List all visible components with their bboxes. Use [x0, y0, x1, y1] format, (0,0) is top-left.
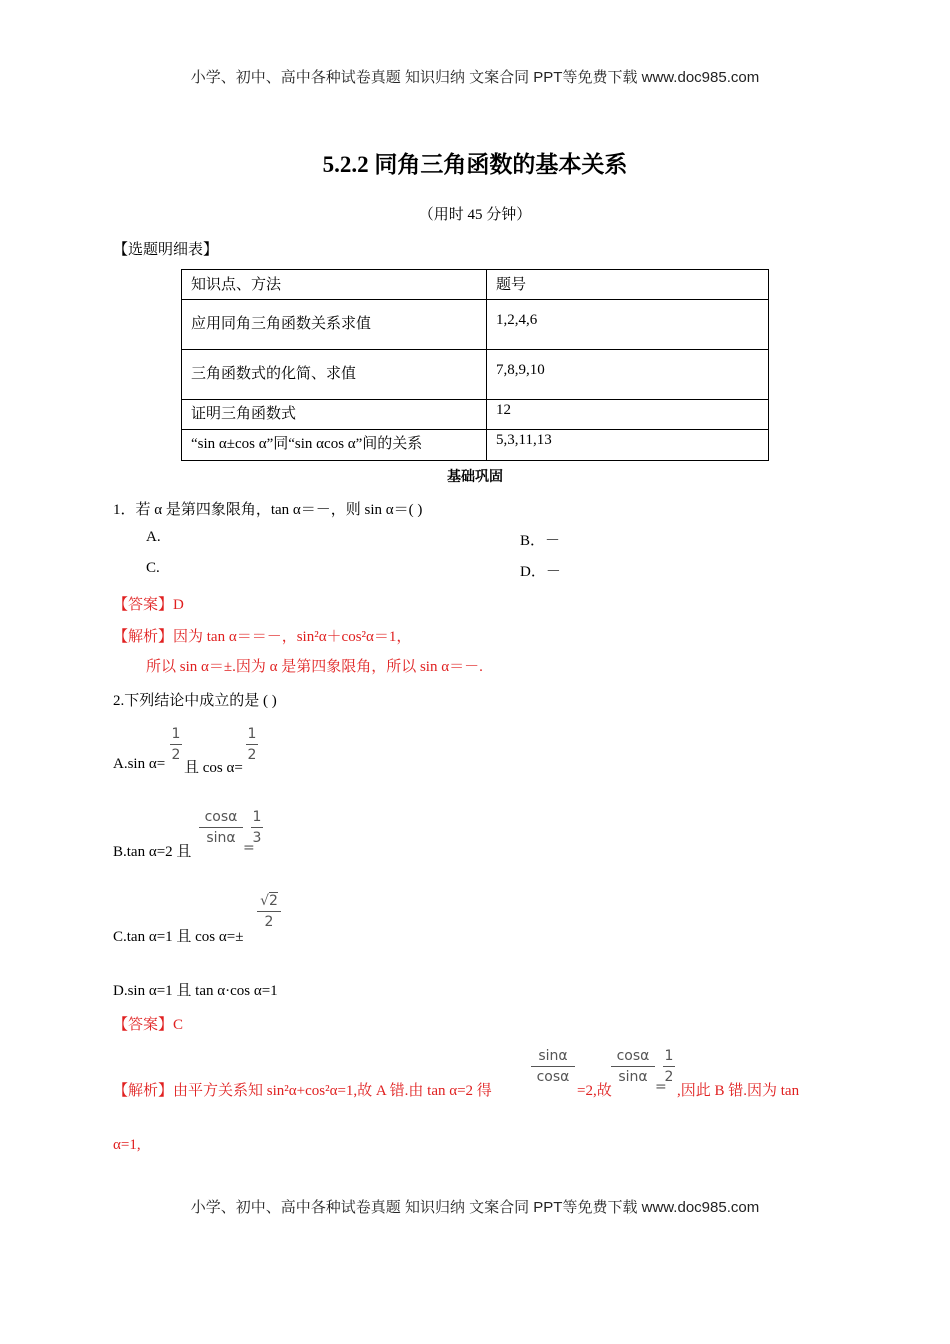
fraction-one-third [251, 810, 263, 845]
q1-stem: 1．若 α 是第四象限角，tan α＝－，则 sin α＝( ) [113, 502, 423, 518]
q2-analysis-label: 【解析】 [113, 1083, 174, 1099]
table-row [182, 350, 769, 400]
fraction-cos-over-sin [611, 1049, 655, 1084]
denominator: sinα [618, 1069, 648, 1085]
q2-analysis-text5: α=1, [113, 1137, 141, 1153]
q1-analysis [113, 625, 411, 646]
q2-option-c-part1: C.tan α=1 且 cos α=± [113, 929, 244, 945]
denominator: cosα [536, 1069, 570, 1085]
q2-option-b-part1: B.tan α=2 且 [113, 844, 192, 860]
header-banner: 小学、初中、高中各种试卷真题 知识归纳 文案合同 PPT等免费下载 www.doc985.com [190, 69, 760, 86]
sqrt-symbol: √ [260, 893, 269, 909]
fraction-sqrt2-over-2 [257, 894, 281, 929]
q1-option-a: A. [146, 529, 161, 545]
q1-analysis-line1: 因为 tan α＝＝－，sin²α＋cos²α＝1， [173, 629, 412, 645]
q2-option-d: D.sin α=1 且 tan α·cos α=1 [113, 983, 278, 999]
equals-sign: = [655, 1079, 667, 1095]
section-heading: 基础巩固 [447, 468, 503, 484]
q1-option-b: B．－ [520, 533, 561, 549]
numerator [257, 894, 281, 912]
fraction-one-half [246, 727, 258, 762]
table-header-row [182, 270, 769, 300]
q1-answer: 【答案】D [113, 597, 184, 613]
q1-analysis-label: 【解析】 [113, 629, 174, 645]
table-cell: “sin α±cos α”同“sin αcos α”间的关系 [182, 430, 487, 461]
numerator: 1 [251, 810, 263, 828]
sqrt-radicand: 2 [269, 893, 278, 909]
footer-banner: 小学、初中、高中各种试卷真题 知识归纳 文案合同 PPT等免费下载 www.doc985.com [190, 1199, 760, 1216]
q2-analysis-part1 [113, 1079, 492, 1100]
table-cell: 7,8,9,10 [487, 350, 769, 400]
q2-option-a-part2: 且 cos α= [184, 760, 243, 776]
table-cell: 12 [487, 400, 769, 430]
time-limit: （用时 45 分钟） [418, 207, 532, 223]
table-row [182, 430, 769, 461]
numerator: 1 [246, 727, 258, 745]
numerator: 1 [170, 727, 182, 745]
q1-option-d: D．－ [520, 564, 561, 580]
table-cell: 证明三角函数式 [182, 400, 487, 430]
table-cell: 应用同角三角函数关系求值 [182, 300, 487, 350]
q2-option-a-part1: A.sin α= [113, 756, 166, 772]
table-cell: 5,3,11,13 [487, 430, 769, 461]
page-title: 5.2.2 同角三角函数的基本关系 [322, 152, 628, 177]
q2-stem: 2.下列结论中成立的是 ( ) [113, 693, 277, 709]
numerator: cosα [611, 1049, 655, 1067]
numerator: cosα [199, 810, 243, 828]
denominator: 3 [252, 830, 262, 846]
table-caption: 【选题明细表】 [113, 242, 219, 258]
denominator: sinα [206, 830, 236, 846]
numerator: 1 [663, 1049, 675, 1067]
fraction-cos-over-sin [199, 810, 243, 845]
q1-option-c: C. [146, 560, 160, 576]
table-header-cell: 题号 [487, 270, 769, 300]
equals-sign: = [243, 840, 255, 856]
table-row [182, 400, 769, 430]
fraction-one-half [170, 727, 182, 762]
denominator: 2 [247, 747, 257, 763]
table-row [182, 300, 769, 350]
table-cell: 1,2,4,6 [487, 300, 769, 350]
table-header-cell: 知识点、方法 [182, 270, 487, 300]
numerator: sinα [531, 1049, 575, 1067]
q1-analysis-line2: 所以 sin α＝±.因为 α 是第四象限角，所以 sin α＝－. [146, 659, 483, 675]
denominator: 2 [264, 914, 274, 930]
denominator: 2 [171, 747, 181, 763]
table-cell: 三角函数式的化简、求值 [182, 350, 487, 400]
q2-analysis-text4: ,因此 B 错.因为 tan [677, 1083, 800, 1099]
fraction-one-half [663, 1049, 675, 1084]
q2-analysis-text1: 由平方关系知 sin²α+cos²α=1,故 A 错.由 tan α=2 得 [173, 1083, 492, 1099]
q2-analysis-text2: =2,故 [577, 1083, 612, 1099]
topic-detail-table [181, 269, 769, 461]
q2-answer: 【答案】C [113, 1017, 184, 1033]
fraction-sin-over-cos [531, 1049, 575, 1084]
denominator: 2 [664, 1069, 674, 1085]
